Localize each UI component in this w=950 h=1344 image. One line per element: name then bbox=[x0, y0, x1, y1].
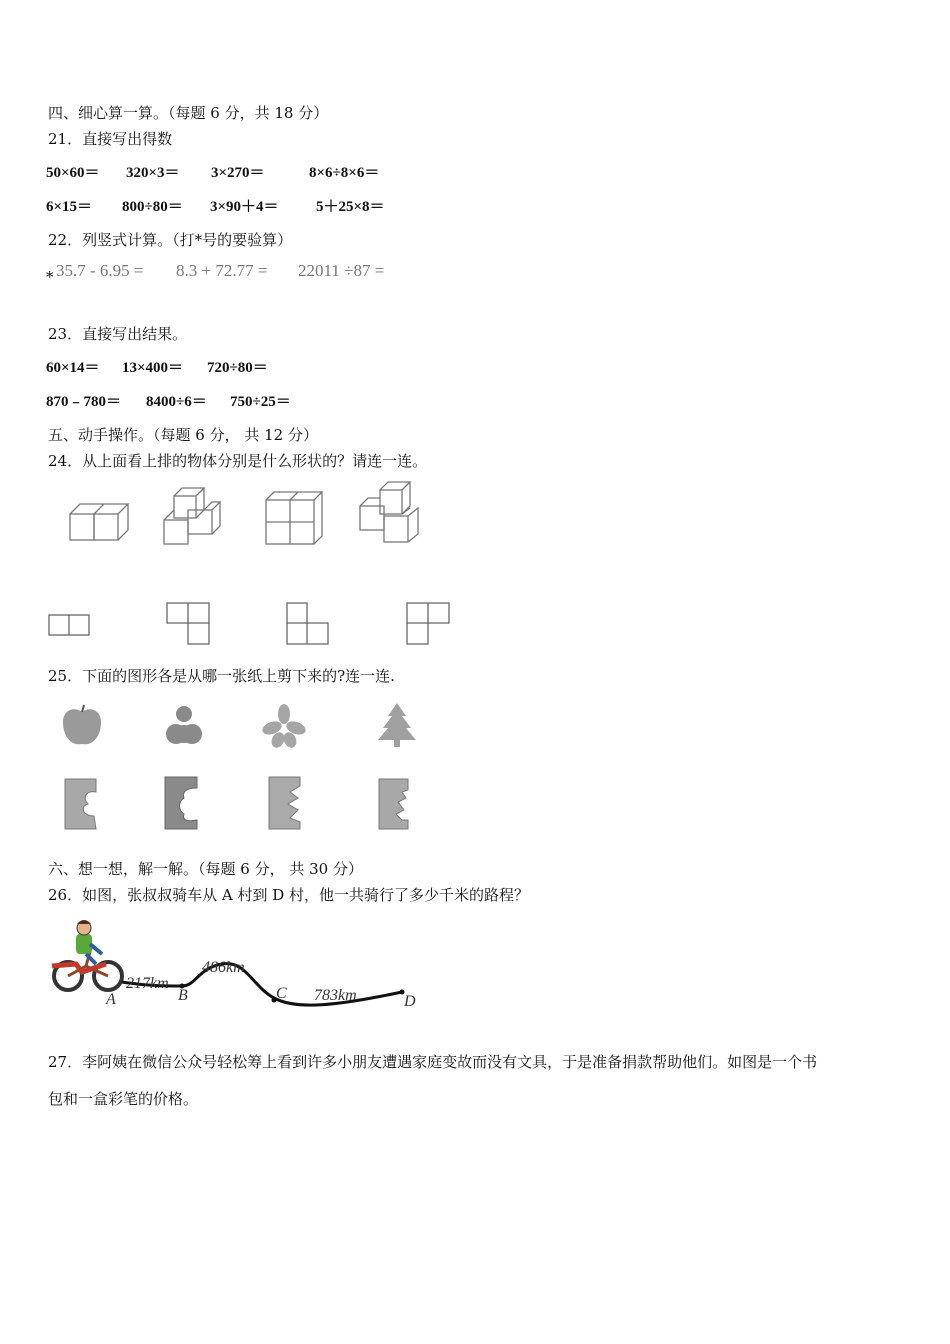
cyclist-icon bbox=[52, 920, 122, 990]
top-view-shape-3 bbox=[286, 602, 332, 646]
cube-object-3 bbox=[264, 490, 324, 546]
section-6-header: 六、想一想，解一解。（每题 6 分， 共 30 分） bbox=[48, 860, 363, 878]
question-24-title: 24．从上面看上排的物体分别是什么形状的？请连一连。 bbox=[48, 452, 428, 470]
paper-shape-4 bbox=[378, 778, 410, 830]
q23-expr-2: 13×400＝ bbox=[122, 360, 184, 376]
q21-row-2 bbox=[46, 195, 385, 216]
q21-expr-3: 3×270＝ bbox=[211, 165, 265, 181]
paper-shape-2 bbox=[164, 776, 198, 830]
question-22-title: 22．列竖式计算。（打*号的要验算） bbox=[48, 231, 293, 249]
q23-expr-6: 750÷25＝ bbox=[230, 394, 291, 410]
top-view-shape-2 bbox=[166, 602, 212, 646]
q23-expr-5: 8400÷6＝ bbox=[146, 394, 207, 410]
question-27-line-2: 包和一盒彩笔的价格。 bbox=[48, 1090, 199, 1108]
section-4-header: 四、细心算一算。（每题 6 分，共 18 分） bbox=[48, 104, 329, 122]
question-21-title: 21．直接写出得数 bbox=[48, 130, 173, 148]
paper-shape-3 bbox=[268, 776, 302, 830]
q21-expr-4: 8×6÷8×6＝ bbox=[309, 165, 380, 181]
cube-object-1 bbox=[66, 494, 126, 546]
point-b-label: B bbox=[178, 987, 188, 1004]
q21-expr-2: 320×3＝ bbox=[126, 165, 180, 181]
q22-star-mark: * bbox=[46, 268, 54, 286]
top-view-shape-1 bbox=[48, 614, 92, 638]
q23-row-2 bbox=[46, 390, 291, 411]
point-d-label: D bbox=[404, 993, 416, 1010]
distance-cd-label: 783km bbox=[314, 987, 357, 1004]
q22-expr-1: 35.7 - 6.95 = bbox=[56, 261, 144, 280]
route-diagram bbox=[46, 914, 426, 1014]
q21-expr-8: 5＋25×8＝ bbox=[316, 199, 385, 215]
q21-expr-1: 50×60＝ bbox=[46, 165, 100, 181]
top-view-shape-4 bbox=[406, 602, 452, 646]
question-26-title: 26．如图，张叔叔骑车从 A 村到 D 村，他一共骑行了多少千米的路程？ bbox=[48, 886, 530, 904]
question-27-line-1: 27．李阿姨在微信公众号轻松筹上看到许多小朋友遭遇家庭变故而没有文具，于是准备捐款帮助他们。如图是一个书 bbox=[48, 1053, 818, 1071]
q21-row-1 bbox=[46, 161, 379, 182]
apple-shape-icon bbox=[60, 704, 104, 748]
q23-expr-1: 60×14＝ bbox=[46, 360, 100, 376]
point-a-label: A bbox=[106, 991, 116, 1008]
q22-expr-2: 8.3 + 72.77 = bbox=[176, 261, 268, 280]
flower-shape-icon bbox=[262, 704, 306, 748]
q23-row-1 bbox=[46, 356, 268, 377]
q23-expr-3: 720÷80＝ bbox=[207, 360, 268, 376]
cube-object-4 bbox=[356, 480, 426, 546]
q23-expr-4: 870﹣780＝ bbox=[46, 394, 122, 410]
tree-shape-icon bbox=[376, 702, 418, 748]
paper-shape-1 bbox=[64, 778, 98, 830]
distance-ab-label: 217km bbox=[126, 975, 169, 992]
question-23-title: 23．直接写出结果。 bbox=[48, 325, 188, 343]
question-25-title: 25．下面的图形各是从哪一张纸上剪下来的?连一连. bbox=[48, 667, 395, 685]
point-c-label: C bbox=[276, 985, 287, 1002]
cube-object-2 bbox=[160, 486, 226, 546]
section-5-header: 五、动手操作。（每题 6 分， 共 12 分） bbox=[48, 426, 318, 444]
gourd-shape-icon bbox=[164, 704, 204, 748]
q21-expr-6: 800÷80＝ bbox=[122, 199, 183, 215]
q22-expr-3: 22011 ÷87 = bbox=[298, 261, 385, 280]
q21-expr-5: 6×15＝ bbox=[46, 199, 93, 215]
q21-expr-7: 3×90＋4＝ bbox=[210, 199, 279, 215]
q22-row bbox=[56, 261, 384, 281]
distance-bc-label: 486km bbox=[202, 959, 245, 976]
